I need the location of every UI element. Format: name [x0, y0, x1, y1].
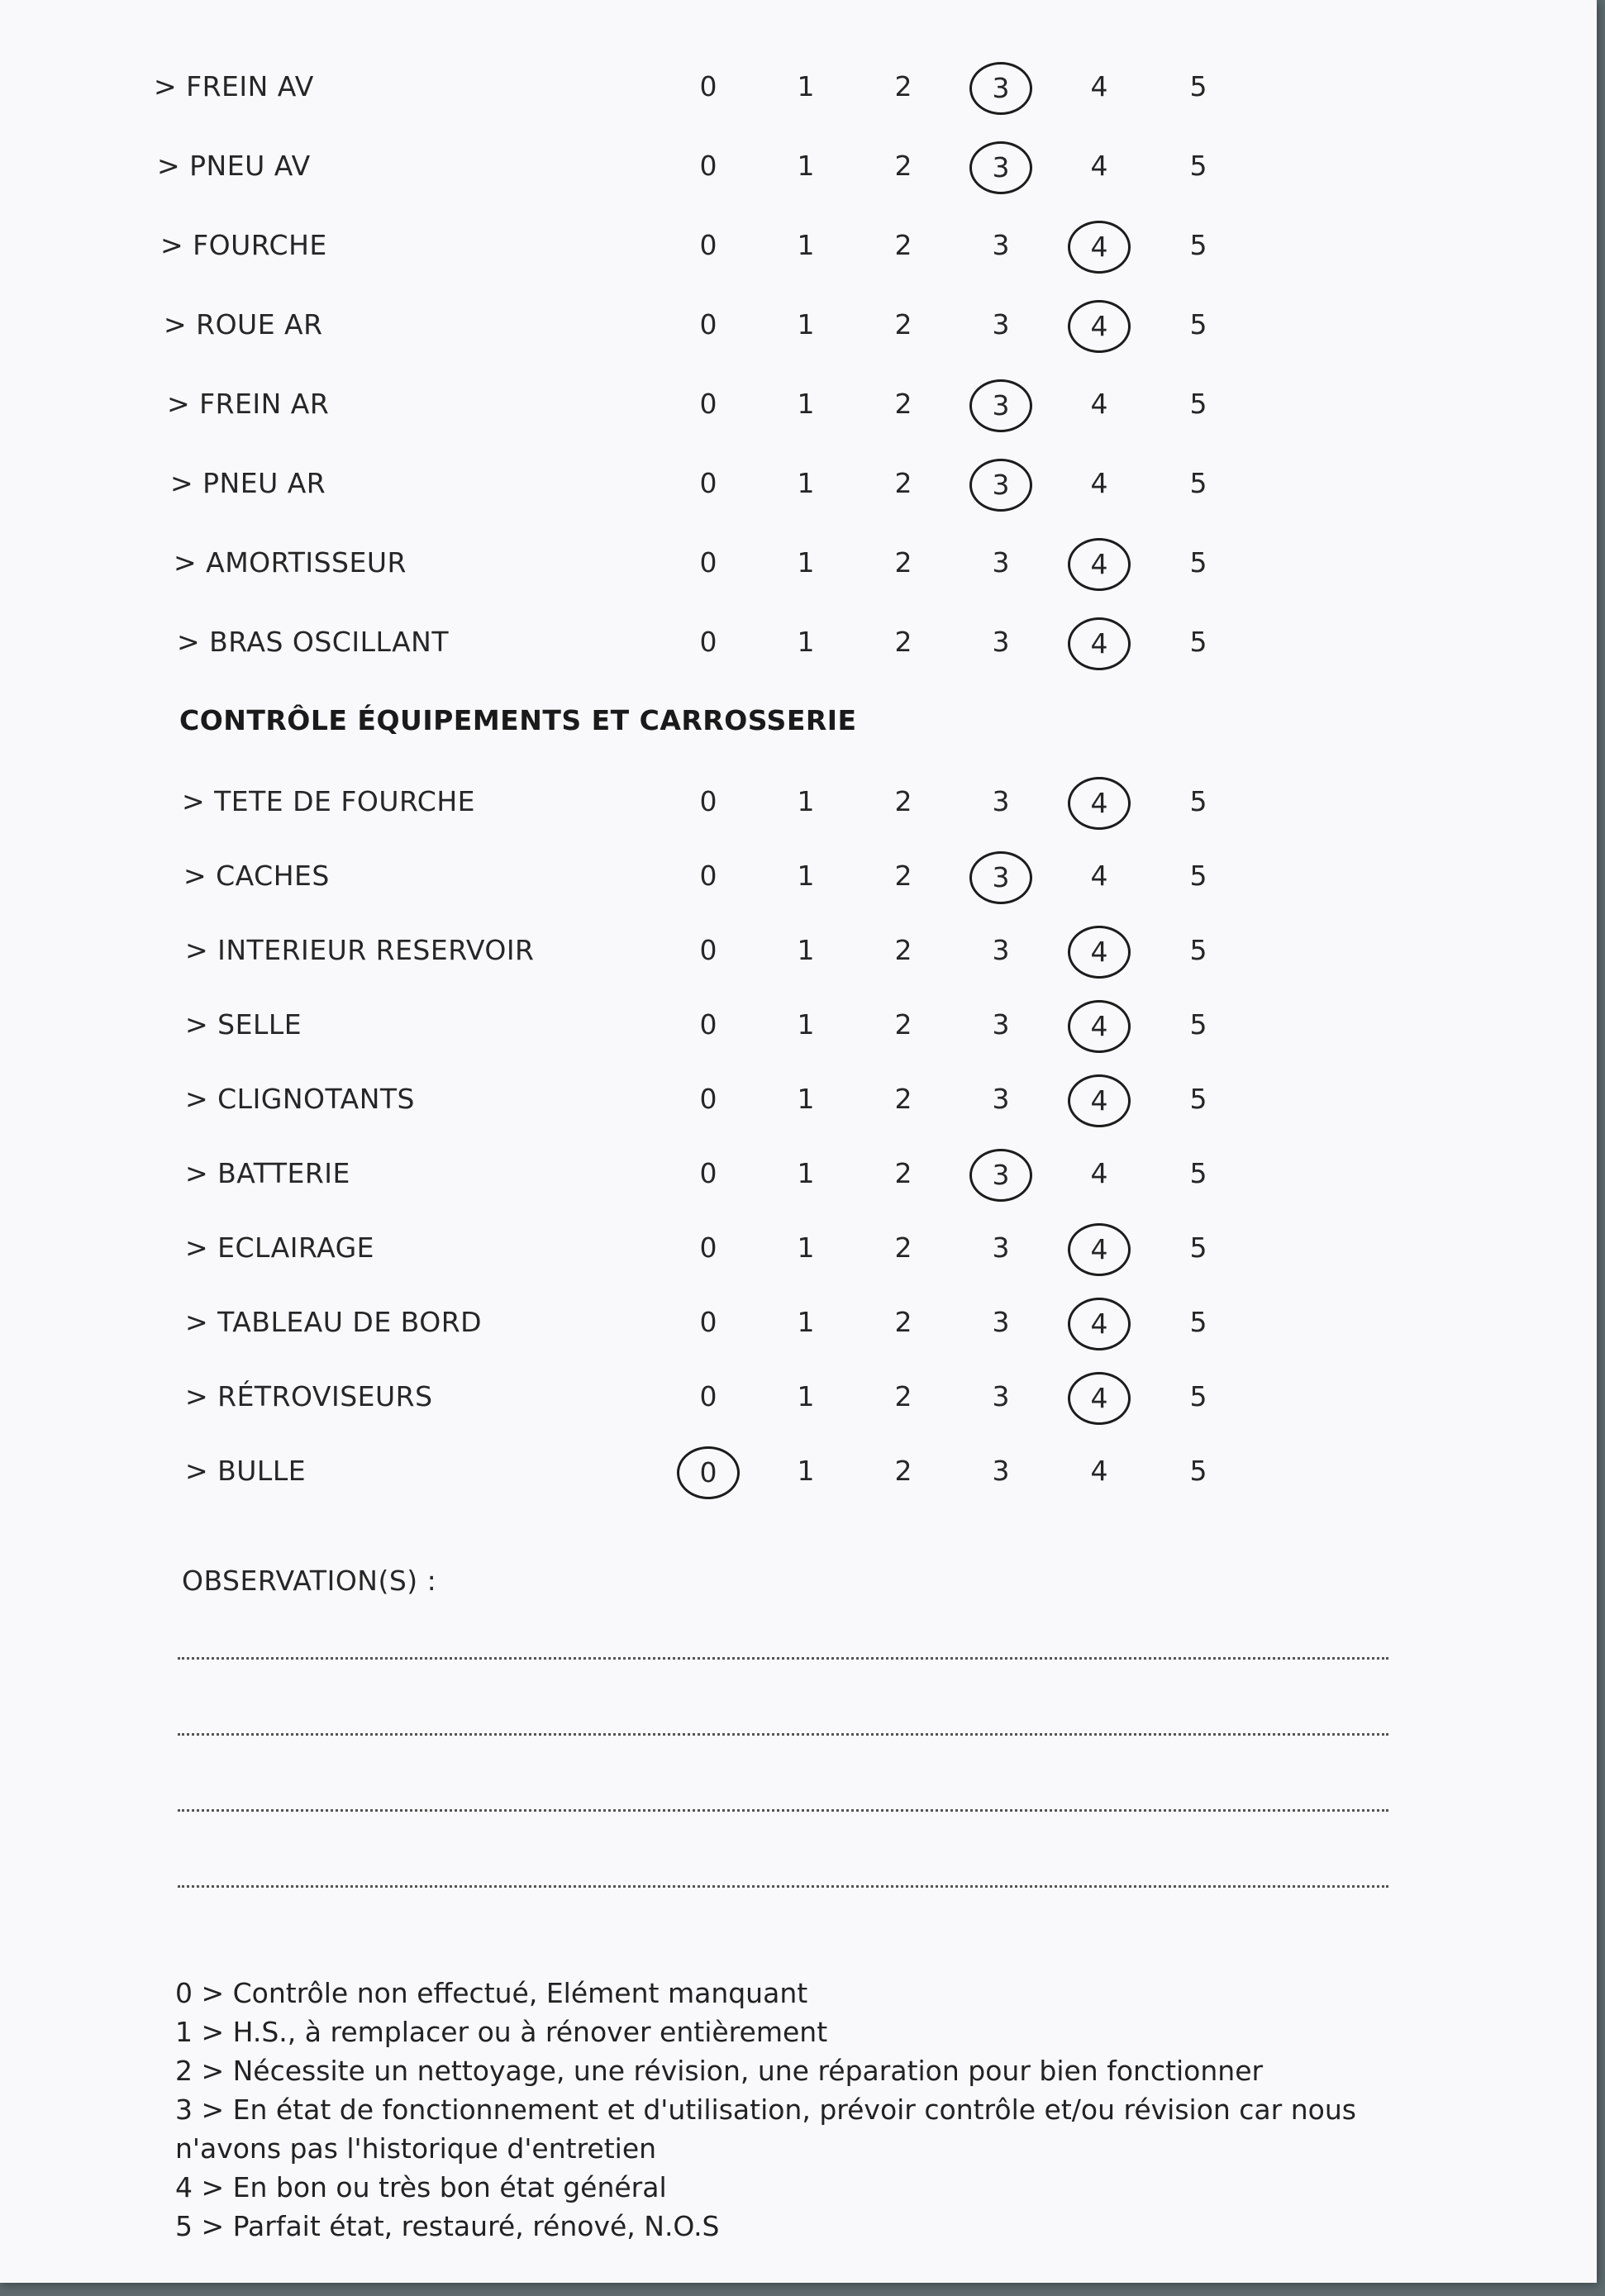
score-option: 1 [797, 1380, 815, 1412]
score-option: 0 [699, 467, 717, 499]
observations-label: OBSERVATION(S) : [182, 1565, 437, 1597]
score-option: 1 [797, 1455, 815, 1487]
score-option: 0 [699, 860, 717, 892]
score-option: 3 [992, 1008, 1010, 1041]
score-option: 5 [1189, 1306, 1207, 1338]
score-option: 1 [797, 626, 815, 658]
score-option: 2 [894, 388, 912, 420]
rating-row [174, 538, 1413, 588]
score-option: 5 [1189, 1157, 1207, 1189]
score-option: 4 [1090, 1455, 1108, 1487]
score-option: 3 [992, 1306, 1010, 1338]
observation-line [178, 1733, 1388, 1736]
score-option: 1 [797, 229, 815, 261]
score-option: 0 [699, 1157, 717, 1189]
score-option: 5 [1189, 626, 1207, 658]
score-option: 0 [699, 229, 717, 261]
score-selected: 4 [1068, 1074, 1131, 1127]
score-option: 2 [894, 626, 912, 658]
score-option: 1 [797, 1083, 815, 1115]
score-option: 2 [894, 934, 912, 966]
score-option: 5 [1189, 785, 1207, 817]
score-option: 5 [1189, 546, 1207, 579]
score-option: 1 [797, 860, 815, 892]
item-label: > FREIN AR [167, 388, 330, 420]
score-option: 2 [894, 1008, 912, 1041]
rating-row [160, 221, 1400, 270]
score-option: 5 [1189, 150, 1207, 182]
score-option: 4 [1090, 388, 1108, 420]
score-option: 1 [797, 467, 815, 499]
item-label: > CACHES [183, 860, 330, 892]
score-option: 2 [894, 229, 912, 261]
section-title: CONTRÔLE ÉQUIPEMENTS ET CARROSSERIE [179, 704, 857, 736]
score-option: 0 [699, 1008, 717, 1041]
item-label: > RÉTROVISEURS [185, 1380, 433, 1412]
score-option: 4 [1090, 150, 1108, 182]
score-selected: 4 [1068, 617, 1131, 670]
rating-row [185, 1149, 1425, 1198]
rating-row [185, 1298, 1425, 1347]
observation-line [178, 1657, 1388, 1660]
score-option: 1 [797, 1306, 815, 1338]
observation-line [178, 1809, 1388, 1812]
score-option: 5 [1189, 934, 1207, 966]
item-label: > FREIN AV [154, 70, 314, 102]
score-option: 2 [894, 1157, 912, 1189]
rating-row [182, 777, 1422, 826]
item-label: > ECLAIRAGE [185, 1231, 374, 1264]
score-option: 2 [894, 150, 912, 182]
score-option: 4 [1090, 70, 1108, 102]
rating-row [154, 62, 1393, 112]
score-option: 3 [992, 626, 1010, 658]
score-option: 1 [797, 308, 815, 341]
item-label: > CLIGNOTANTS [185, 1083, 415, 1115]
score-option: 5 [1189, 467, 1207, 499]
score-option: 3 [992, 1380, 1010, 1412]
score-option: 2 [894, 467, 912, 499]
legend-line: 4 > En bon ou très bon état général [175, 2171, 667, 2203]
item-label: > AMORTISSEUR [174, 546, 407, 579]
score-option: 1 [797, 1231, 815, 1264]
score-option: 2 [894, 1231, 912, 1264]
score-option: 2 [894, 1380, 912, 1412]
rating-row [185, 1223, 1425, 1273]
score-option: 1 [797, 934, 815, 966]
score-selected: 4 [1068, 300, 1131, 353]
score-selected: 3 [969, 62, 1032, 115]
rating-row [167, 379, 1407, 429]
score-option: 3 [992, 546, 1010, 579]
score-option: 1 [797, 1157, 815, 1189]
score-option: 0 [699, 1231, 717, 1264]
score-selected: 3 [969, 459, 1032, 512]
score-option: 3 [992, 1231, 1010, 1264]
score-option: 3 [992, 934, 1010, 966]
rating-row [183, 851, 1423, 901]
item-label: > BRAS OSCILLANT [177, 626, 450, 658]
score-selected: 4 [1068, 1223, 1131, 1276]
score-option: 0 [699, 388, 717, 420]
score-option: 4 [1090, 467, 1108, 499]
legend-line: 0 > Contrôle non effectué, Elément manquant [175, 1977, 808, 2009]
score-option: 1 [797, 785, 815, 817]
score-option: 0 [699, 546, 717, 579]
score-option: 5 [1189, 70, 1207, 102]
item-label: > BATTERIE [185, 1157, 350, 1189]
score-selected: 4 [1068, 1298, 1131, 1350]
score-option: 5 [1189, 229, 1207, 261]
score-option: 1 [797, 150, 815, 182]
item-label: > INTERIEUR RESERVOIR [185, 934, 535, 966]
score-option: 2 [894, 70, 912, 102]
rating-row [185, 1000, 1425, 1050]
rating-row [177, 617, 1417, 667]
score-option: 1 [797, 1008, 815, 1041]
score-option: 1 [797, 70, 815, 102]
item-label: > FOURCHE [160, 229, 327, 261]
score-option: 2 [894, 785, 912, 817]
score-option: 0 [699, 1306, 717, 1338]
score-selected: 3 [969, 851, 1032, 904]
score-selected: 4 [1068, 926, 1131, 979]
score-option: 0 [699, 1083, 717, 1115]
score-option: 2 [894, 1083, 912, 1115]
score-selected: 4 [1068, 1372, 1131, 1425]
score-selected: 3 [969, 141, 1032, 194]
score-option: 5 [1189, 1455, 1207, 1487]
rating-row [185, 1074, 1425, 1124]
score-option: 5 [1189, 1231, 1207, 1264]
score-selected: 0 [677, 1446, 740, 1499]
score-option: 5 [1189, 860, 1207, 892]
score-option: 2 [894, 1455, 912, 1487]
legend-line: 5 > Parfait état, restauré, rénové, N.O.S [175, 2210, 720, 2242]
score-selected: 4 [1068, 1000, 1131, 1053]
score-option: 5 [1189, 388, 1207, 420]
score-selected: 3 [969, 379, 1032, 432]
legend-line: 1 > H.S., à remplacer ou à rénover entièrement [175, 2016, 828, 2048]
item-label: > TETE DE FOURCHE [182, 785, 475, 817]
score-option: 5 [1189, 308, 1207, 341]
score-option: 5 [1189, 1380, 1207, 1412]
legend [175, 1974, 1415, 2246]
score-option: 2 [894, 308, 912, 341]
item-label: > SELLE [185, 1008, 302, 1041]
score-option: 5 [1189, 1008, 1207, 1041]
score-option: 0 [699, 785, 717, 817]
score-option: 2 [894, 1306, 912, 1338]
score-option: 0 [699, 1380, 717, 1412]
score-option: 3 [992, 785, 1010, 817]
score-option: 0 [699, 934, 717, 966]
score-option: 1 [797, 546, 815, 579]
score-option: 0 [699, 150, 717, 182]
item-label: > PNEU AR [170, 467, 326, 499]
score-selected: 4 [1068, 538, 1131, 591]
score-option: 0 [699, 626, 717, 658]
score-option: 3 [992, 308, 1010, 341]
score-option: 5 [1189, 1083, 1207, 1115]
rating-row [185, 1446, 1425, 1496]
item-label: > BULLE [185, 1455, 307, 1487]
rating-row [157, 141, 1397, 191]
score-option: 0 [699, 70, 717, 102]
rating-row [185, 1372, 1425, 1422]
rating-row [164, 300, 1403, 350]
score-selected: 4 [1068, 777, 1131, 830]
score-option: 4 [1090, 860, 1108, 892]
score-option: 2 [894, 860, 912, 892]
score-selected: 3 [969, 1149, 1032, 1202]
item-label: > PNEU AV [157, 150, 311, 182]
item-label: > ROUE AR [164, 308, 323, 341]
item-label: > TABLEAU DE BORD [185, 1306, 483, 1338]
score-option: 3 [992, 1455, 1010, 1487]
rating-row [185, 926, 1425, 975]
score-option: 4 [1090, 1157, 1108, 1189]
legend-line: 3 > En état de fonctionnement et d'utilisation, prévoir contrôle et/ou révision car nous [175, 2094, 1356, 2126]
score-option: 3 [992, 229, 1010, 261]
score-option: 0 [699, 308, 717, 341]
legend-line: n'avons pas l'historique d'entretien [175, 2132, 657, 2165]
observation-line [178, 1885, 1388, 1888]
legend-line: 2 > Nécessite un nettoyage, une révision, une réparation pour bien fonctionner [175, 2055, 1264, 2087]
score-selected: 4 [1068, 221, 1131, 274]
score-option: 2 [894, 546, 912, 579]
score-option: 1 [797, 388, 815, 420]
rating-row [170, 459, 1410, 508]
score-option: 3 [992, 1083, 1010, 1115]
